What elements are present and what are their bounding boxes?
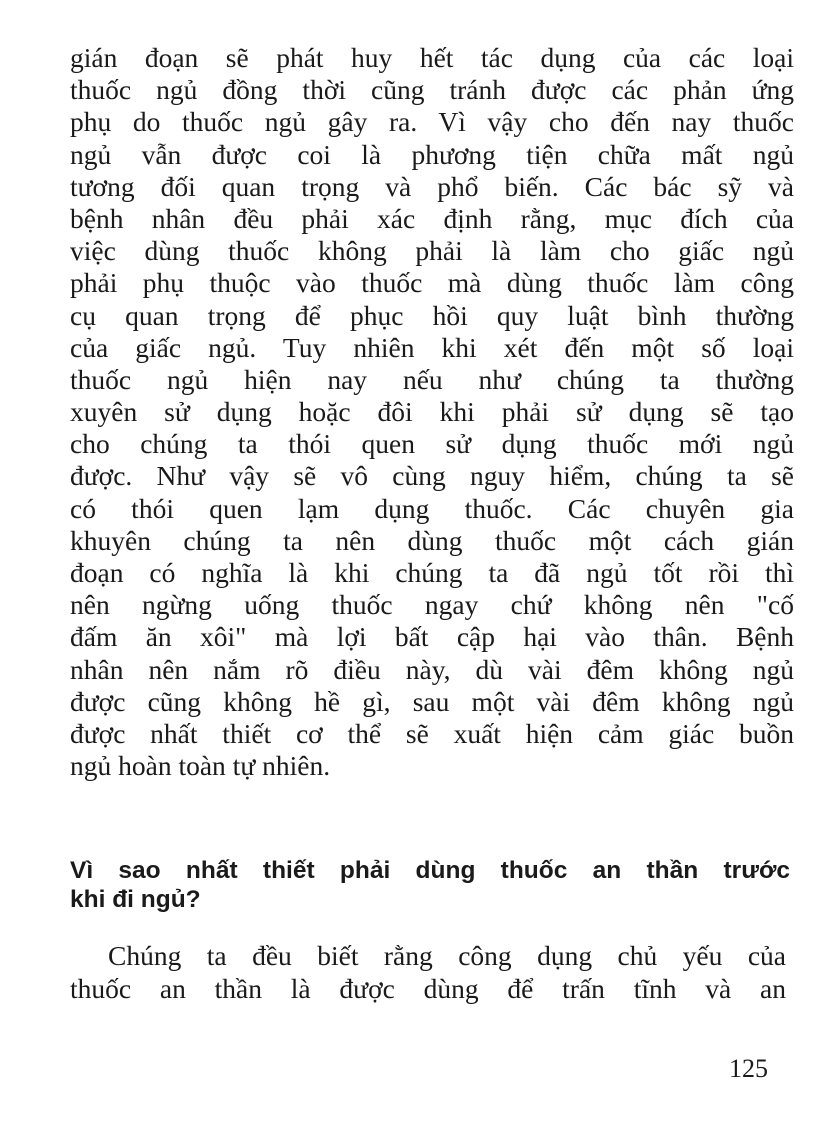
text-line: được cũng không hề gì, sau một vài đêm không ngủ — [70, 685, 794, 717]
text-line: cụ quan trọng để phục hồi quy luật bình thường — [70, 299, 794, 331]
text-line: thuốc ngủ hiện nay nếu như chúng ta thường — [70, 363, 794, 395]
heading-line: Vì sao nhất thiết phải dùng thuốc an thần trước — [70, 857, 790, 884]
heading-line: khi đi ngủ? — [70, 886, 201, 913]
text-line: nên ngừng uống thuốc ngay chứ không nên "cố — [70, 589, 794, 621]
text-line: bệnh nhân đều phải xác định rằng, mục đích của — [70, 202, 794, 234]
text-line: thuốc ngủ đồng thời cũng tránh được các phản ứng — [70, 74, 794, 106]
text-line: ngủ hoàn toàn tự nhiên. — [70, 750, 331, 782]
text-line: Chúng ta đều biết rằng công dụng chủ yếu của — [108, 940, 786, 971]
text-line: xuyên sử dụng hoặc đôi khi phải sử dụng sẽ tạo — [70, 396, 794, 428]
section-heading — [70, 856, 790, 914]
text-line: có thói quen lạm dụng thuốc. Các chuyên gia — [70, 492, 794, 524]
text-line: tương đối quan trọng và phổ biến. Các bác sỹ và — [70, 170, 794, 202]
text-line: đoạn có nghĩa là khi chúng ta đã ngủ tốt rồi thì — [70, 557, 794, 588]
text-line: đấm ăn xôi" mà lợi bất cập hại vào thân. Bệnh — [70, 621, 794, 653]
text-line: khuyên chúng ta nên dùng thuốc một cách gián — [70, 524, 794, 556]
body-paragraph-2 — [70, 940, 786, 1005]
text-line: phải phụ thuộc vào thuốc mà dùng thuốc làm công — [70, 267, 794, 299]
page-number: 125 — [729, 1054, 768, 1083]
text-line: thuốc an thần là được dùng để trấn tĩnh và an — [70, 972, 786, 1004]
text-line: được. Như vậy sẽ vô cùng nguy hiểm, chúng ta sẽ — [70, 460, 794, 492]
text-line: việc dùng thuốc không phải là làm cho giấc ngủ — [70, 235, 794, 267]
text-line: cho chúng ta thói quen sử dụng thuốc mới ngủ — [70, 428, 794, 460]
text-line: của giấc ngủ. Tuy nhiên khi xét đến một số loại — [70, 331, 794, 363]
text-line: ngủ vẫn được coi là phương tiện chữa mất ngủ — [70, 138, 794, 170]
body-paragraph-1 — [70, 42, 794, 782]
text-line: được nhất thiết cơ thể sẽ xuất hiện cảm giác buồn — [70, 717, 794, 749]
text-line: nhân nên nắm rõ điều này, dù vài đêm không ngủ — [70, 653, 794, 685]
text-line: gián đoạn sẽ phát huy hết tác dụng của các loại — [70, 42, 794, 73]
text-line: phụ do thuốc ngủ gây ra. Vì vậy cho đến nay thuốc — [70, 106, 794, 138]
